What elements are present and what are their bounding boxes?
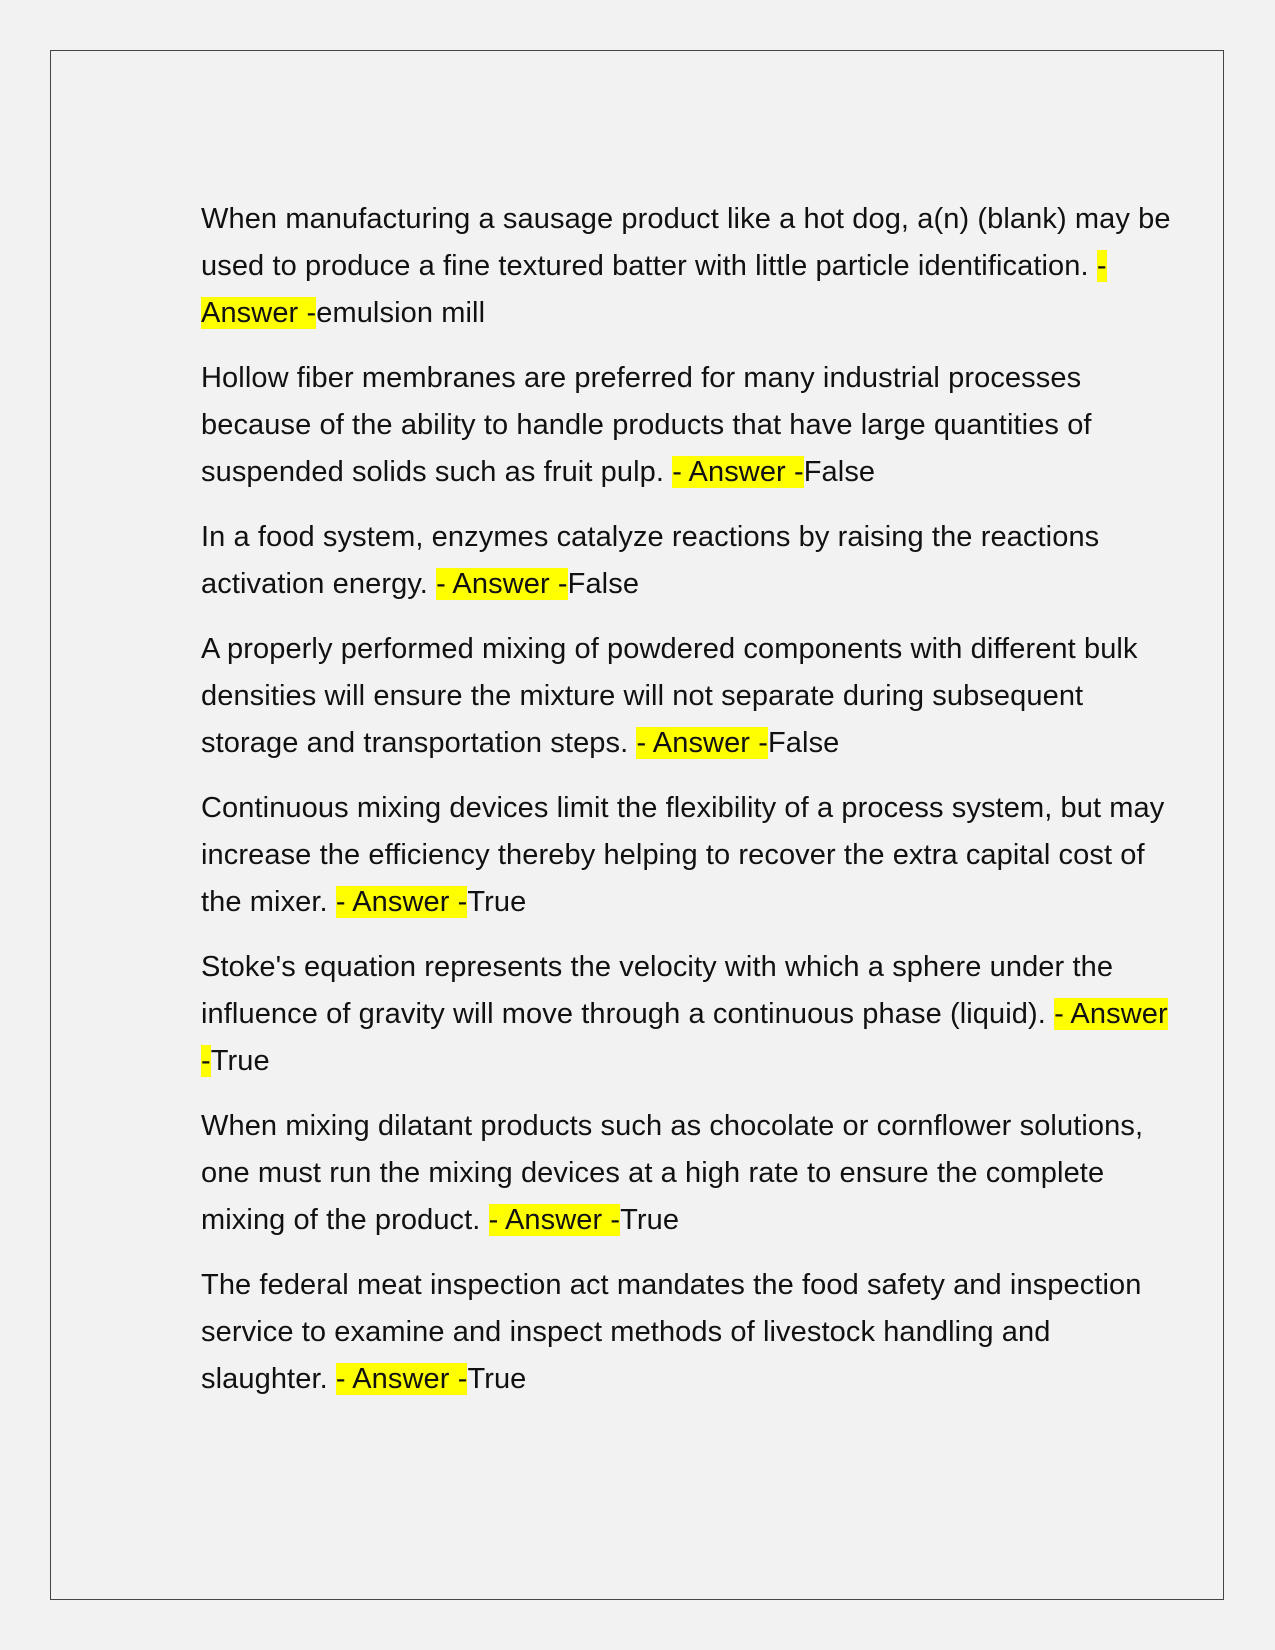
answer-text: True xyxy=(467,1363,527,1395)
answer-marker: - Answer - xyxy=(201,998,1168,1077)
question-answer-item xyxy=(201,1262,1181,1403)
question-answer-item xyxy=(201,944,1181,1085)
question-text: In a food system, enzymes catalyze reactions by raising the reactions activation energy. xyxy=(201,521,1100,600)
answer-text: True xyxy=(620,1204,680,1236)
question-text: When manufacturing a sausage product like a hot dog, a(n) (blank) may be used to produce a fine textured batter with little particle identification. xyxy=(201,203,1171,282)
answer-text: True xyxy=(210,1045,270,1077)
answer-marker: - Answer - xyxy=(201,250,1107,329)
question-answer-item xyxy=(201,626,1181,767)
answer-marker: - Answer - xyxy=(335,1363,468,1395)
answer-text: False xyxy=(767,727,840,759)
question-text: Continuous mixing devices limit the flexibility of a process system, but may increase the efficiency thereby helping to recover the extra capital cost of the mixer. xyxy=(201,792,1165,918)
answer-marker: - Answer - xyxy=(672,456,804,488)
question-answer-item xyxy=(201,196,1181,337)
answer-text: False xyxy=(567,568,640,600)
document-page xyxy=(50,50,1224,1600)
question-answer-item xyxy=(201,785,1181,926)
answer-text: False xyxy=(803,456,876,488)
question-text: Stoke's equation represents the velocity with which a sphere under the influence of gravity will move through a continuous phase (liquid). xyxy=(201,951,1114,1030)
document-content xyxy=(201,196,1181,1421)
answer-marker: - Answer - xyxy=(436,568,568,600)
question-text: The federal meat inspection act mandates the food safety and inspection service to examine and inspect methods of livestock handling and slaughter. xyxy=(201,1269,1142,1395)
answer-marker: - Answer - xyxy=(636,727,768,759)
answer-text: True xyxy=(467,886,527,918)
question-answer-item xyxy=(201,1103,1181,1244)
question-text: A properly performed mixing of powdered components with different bulk densities will ensure the mixture will not separate during subsequent storage and transportation steps. xyxy=(201,633,1138,759)
answer-marker: - Answer - xyxy=(335,886,468,918)
question-answer-item xyxy=(201,355,1181,496)
question-text: Hollow fiber membranes are preferred for many industrial processes because of the ability to handle products that have large quantities of suspended solids such as fruit pulp. xyxy=(201,362,1092,488)
answer-marker: - Answer - xyxy=(488,1204,621,1236)
answer-text: emulsion mill xyxy=(316,297,486,329)
question-answer-item xyxy=(201,514,1181,608)
question-text: When mixing dilatant products such as chocolate or cornflower solutions, one must run the mixing devices at a high rate to ensure the complete mixing of the product. xyxy=(201,1110,1144,1236)
